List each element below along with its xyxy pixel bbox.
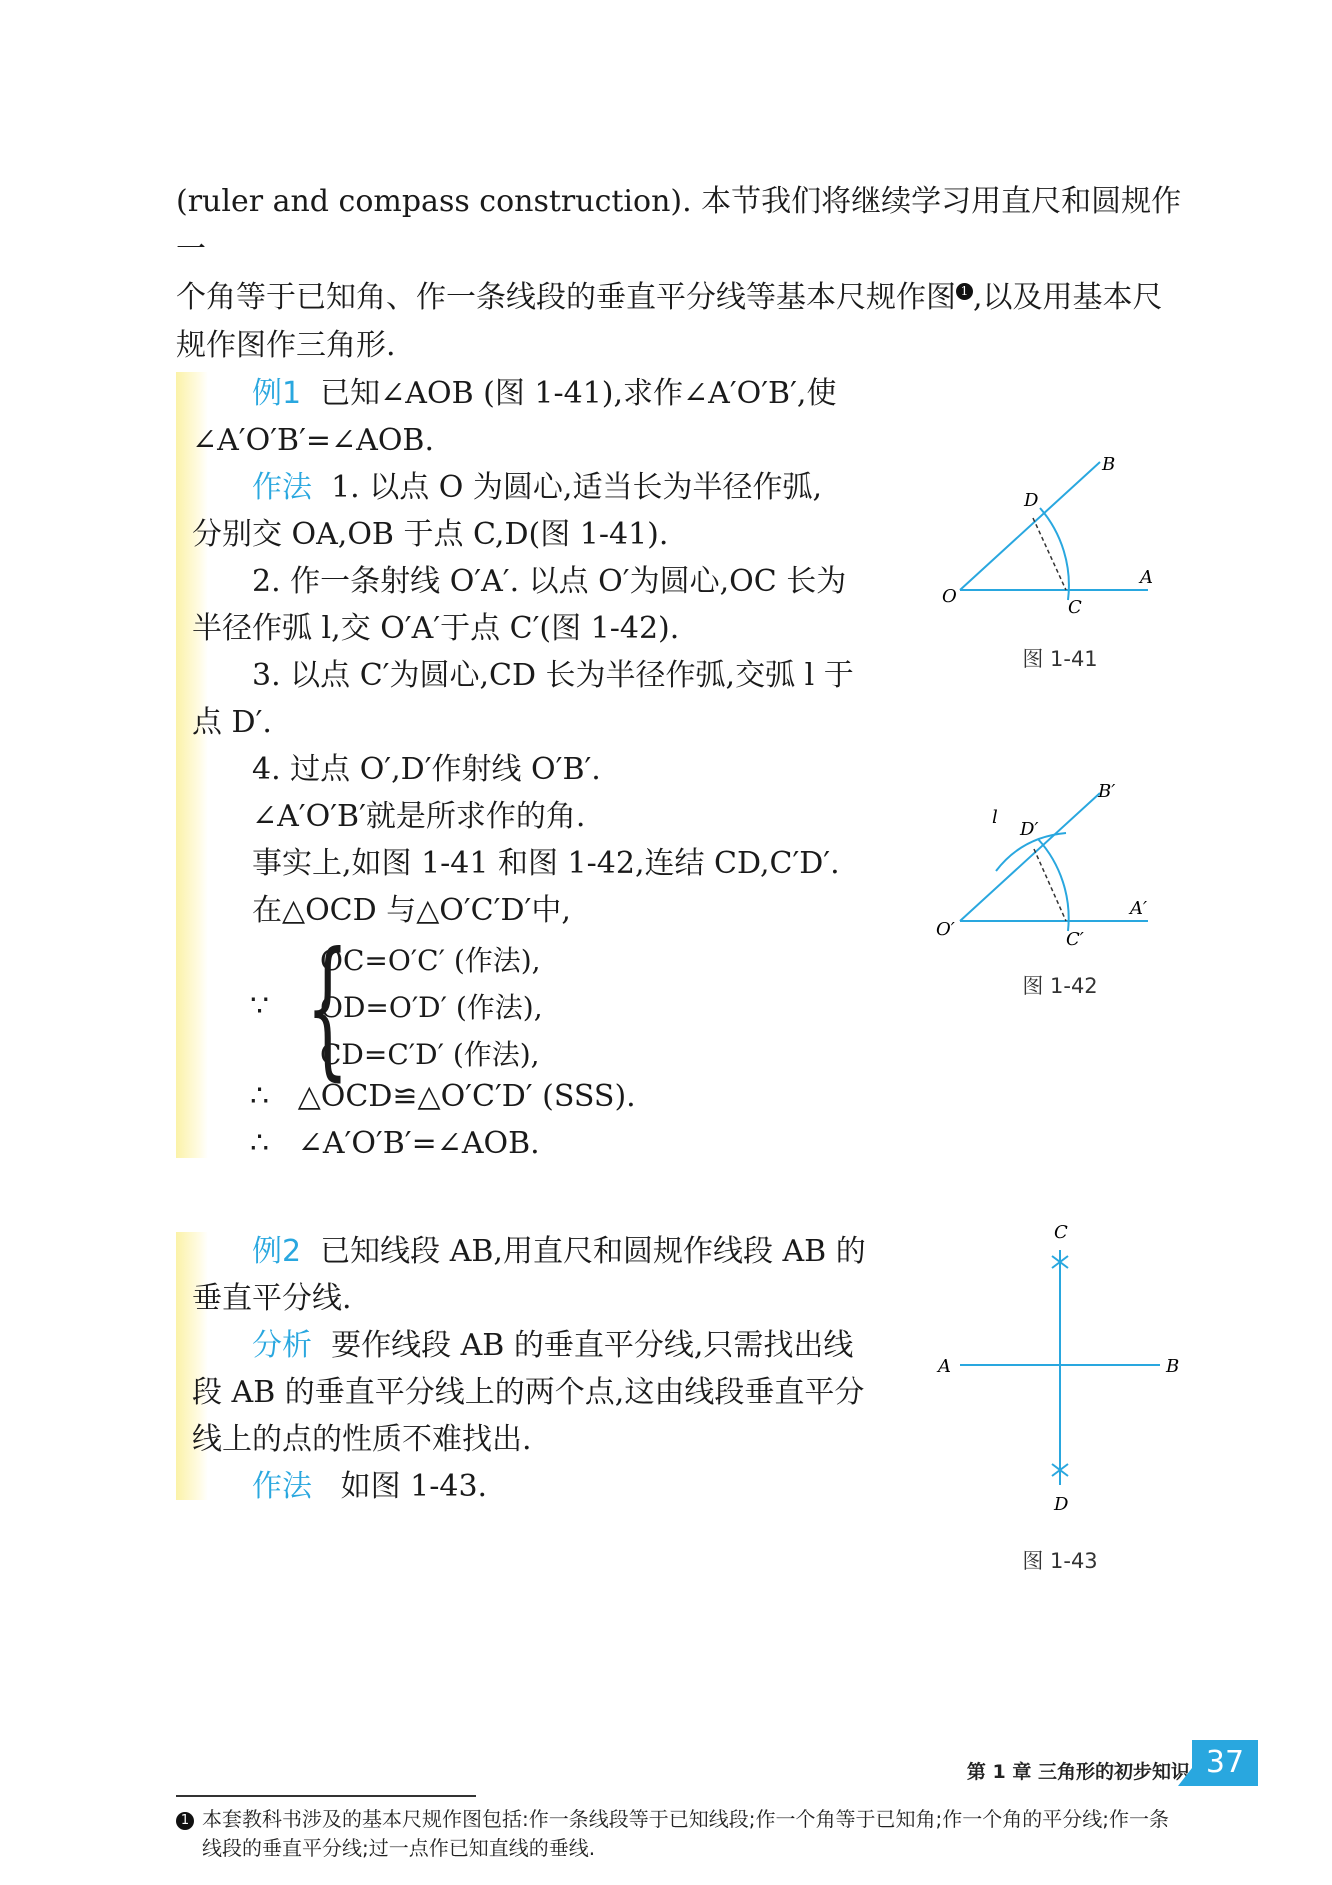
caption-1-43: 图 1-43 [1022, 1549, 1098, 1573]
brace-icon: { [306, 921, 349, 1095]
example1-line: ∠A′O′B′=∠AOB. [192, 423, 434, 458]
example2-line: 垂直平分线. [192, 1281, 352, 1316]
chapter-title: 第 1 章 三角形的初步知识 [966, 1761, 1190, 1783]
footnote [176, 1805, 1196, 1863]
caption-1-42: 图 1-42 [1022, 974, 1098, 998]
footnote-ref-icon: 1 [956, 283, 973, 300]
footnote-line-1: 1 本套教科书涉及的基本尺规作图包括:作一条线段等于已知线段;作一个角等于已知角;作一个角的平分线;作一条 [176, 1805, 1196, 1834]
step-line: 分别交 OA,OB 于点 C,D(图 1-41). [192, 517, 669, 552]
page-number: 37 [1192, 1740, 1258, 1786]
step-line: 事实上,如图 1-41 和图 1-42,连结 CD,C′D′. [252, 846, 840, 881]
label-o-prime: O′ [936, 919, 955, 940]
system-row: OD=O′D′ (作法), [320, 991, 543, 1024]
caption-1-41: 图 1-41 [1022, 647, 1098, 671]
example2-label: 例2 [252, 1234, 302, 1269]
label-c-prime: C′ [1066, 929, 1084, 950]
footnote-line-2: 线段的垂直平分线;过一点作已知直线的垂线. [202, 1836, 596, 1860]
system-row: OC=O′C′ (作法), [320, 944, 541, 977]
analysis-label: 分析 [252, 1328, 312, 1363]
figure-1-43 [930, 1220, 1180, 1530]
example1-label: 例1 [252, 376, 302, 411]
intro-line-3: 规作图作三角形. [176, 328, 396, 363]
label-a-prime: A′ [1130, 898, 1148, 919]
method-label: 作法 [252, 470, 312, 505]
conclusion-1: ∴ △OCD≌△O′C′D′ (SSS). [250, 1079, 636, 1114]
analysis-line: 分析 要作线段 AB 的垂直平分线,只需找出线 [252, 1328, 854, 1363]
step-line: 3. 以点 C′为圆心,CD 长为半径作弧,交弧 l 于 [252, 658, 854, 693]
system-row: CD=C′D′ (作法), [320, 1038, 540, 1071]
because-symbol: ∵ [250, 989, 270, 1024]
therefore-symbol: ∴ [250, 1079, 270, 1114]
analysis-line: 线上的点的性质不难找出. [192, 1422, 532, 1457]
intro-paragraph [176, 178, 1186, 370]
method-label: 作法 [252, 1469, 312, 1504]
figure-1-42 [930, 775, 1170, 955]
arc-l [1038, 839, 1069, 931]
therefore-symbol: ∴ [250, 1126, 270, 1161]
example1-block [192, 370, 912, 934]
figure-1-41 [930, 450, 1170, 630]
label-d: D [1024, 490, 1039, 511]
example1-method: 作法 1. 以点 O 为圆心,适当长为半径作弧, [252, 470, 822, 505]
intro-line-2: 个角等于已知角、作一条线段的垂直平分线等基本尺规作图 1 ,以及用基本尺 [176, 280, 1163, 315]
segment-cd [1033, 518, 1066, 590]
label-d: D [1054, 1494, 1069, 1515]
step-line: 在△OCD 与△O′C′D′中, [252, 893, 571, 928]
label-o: O [942, 586, 957, 607]
step-line: 2. 作一条射线 O′A′. 以点 O′为圆心,OC 长为 [252, 564, 847, 599]
intro-line-1: (ruler and compass construction). 本节我们将继续学习用直尺和圆规作一 [176, 184, 1182, 267]
segment-c-d-prime [1034, 849, 1066, 921]
label-a: A [938, 1356, 951, 1377]
example2-block [192, 1228, 912, 1510]
example1-heading: 例1 已知∠AOB (图 1-41),求作∠A′O′B′,使 [252, 376, 837, 411]
step-line: ∠A′O′B′就是所求作的角. [252, 799, 586, 834]
label-a: A [1140, 567, 1153, 588]
label-d-prime: D′ [1020, 819, 1039, 840]
footnote-rule [176, 1795, 476, 1797]
label-c: C [1068, 597, 1082, 618]
label-b: B [1102, 454, 1116, 475]
example2-heading: 例2 已知线段 AB,用直尺和圆规作线段 AB 的 [252, 1234, 866, 1269]
step-line: 4. 过点 O′,D′作射线 O′B′. [252, 752, 601, 787]
ray-ob [960, 462, 1100, 590]
label-c: C [1054, 1222, 1068, 1243]
footnote-mark-icon: 1 [176, 1812, 194, 1830]
page-footer [940, 1740, 1300, 1800]
page-tab-tail-icon [1178, 1768, 1192, 1786]
example2-method: 作法 如图 1-43. [252, 1469, 488, 1504]
step-line: 半径作弧 l,交 O′A′于点 C′(图 1-42). [192, 611, 680, 646]
conclusion-2: ∴ ∠A′O′B′=∠AOB. [250, 1126, 540, 1161]
step-line: 点 D′. [192, 705, 272, 740]
label-b: B [1166, 1356, 1180, 1377]
arc-cd [1040, 508, 1069, 600]
label-b-prime: B′ [1098, 781, 1116, 802]
label-l: l [992, 807, 998, 828]
ray-o-b-prime [960, 793, 1100, 921]
analysis-line: 段 AB 的垂直平分线上的两个点,这由线段垂直平分 [192, 1375, 865, 1410]
